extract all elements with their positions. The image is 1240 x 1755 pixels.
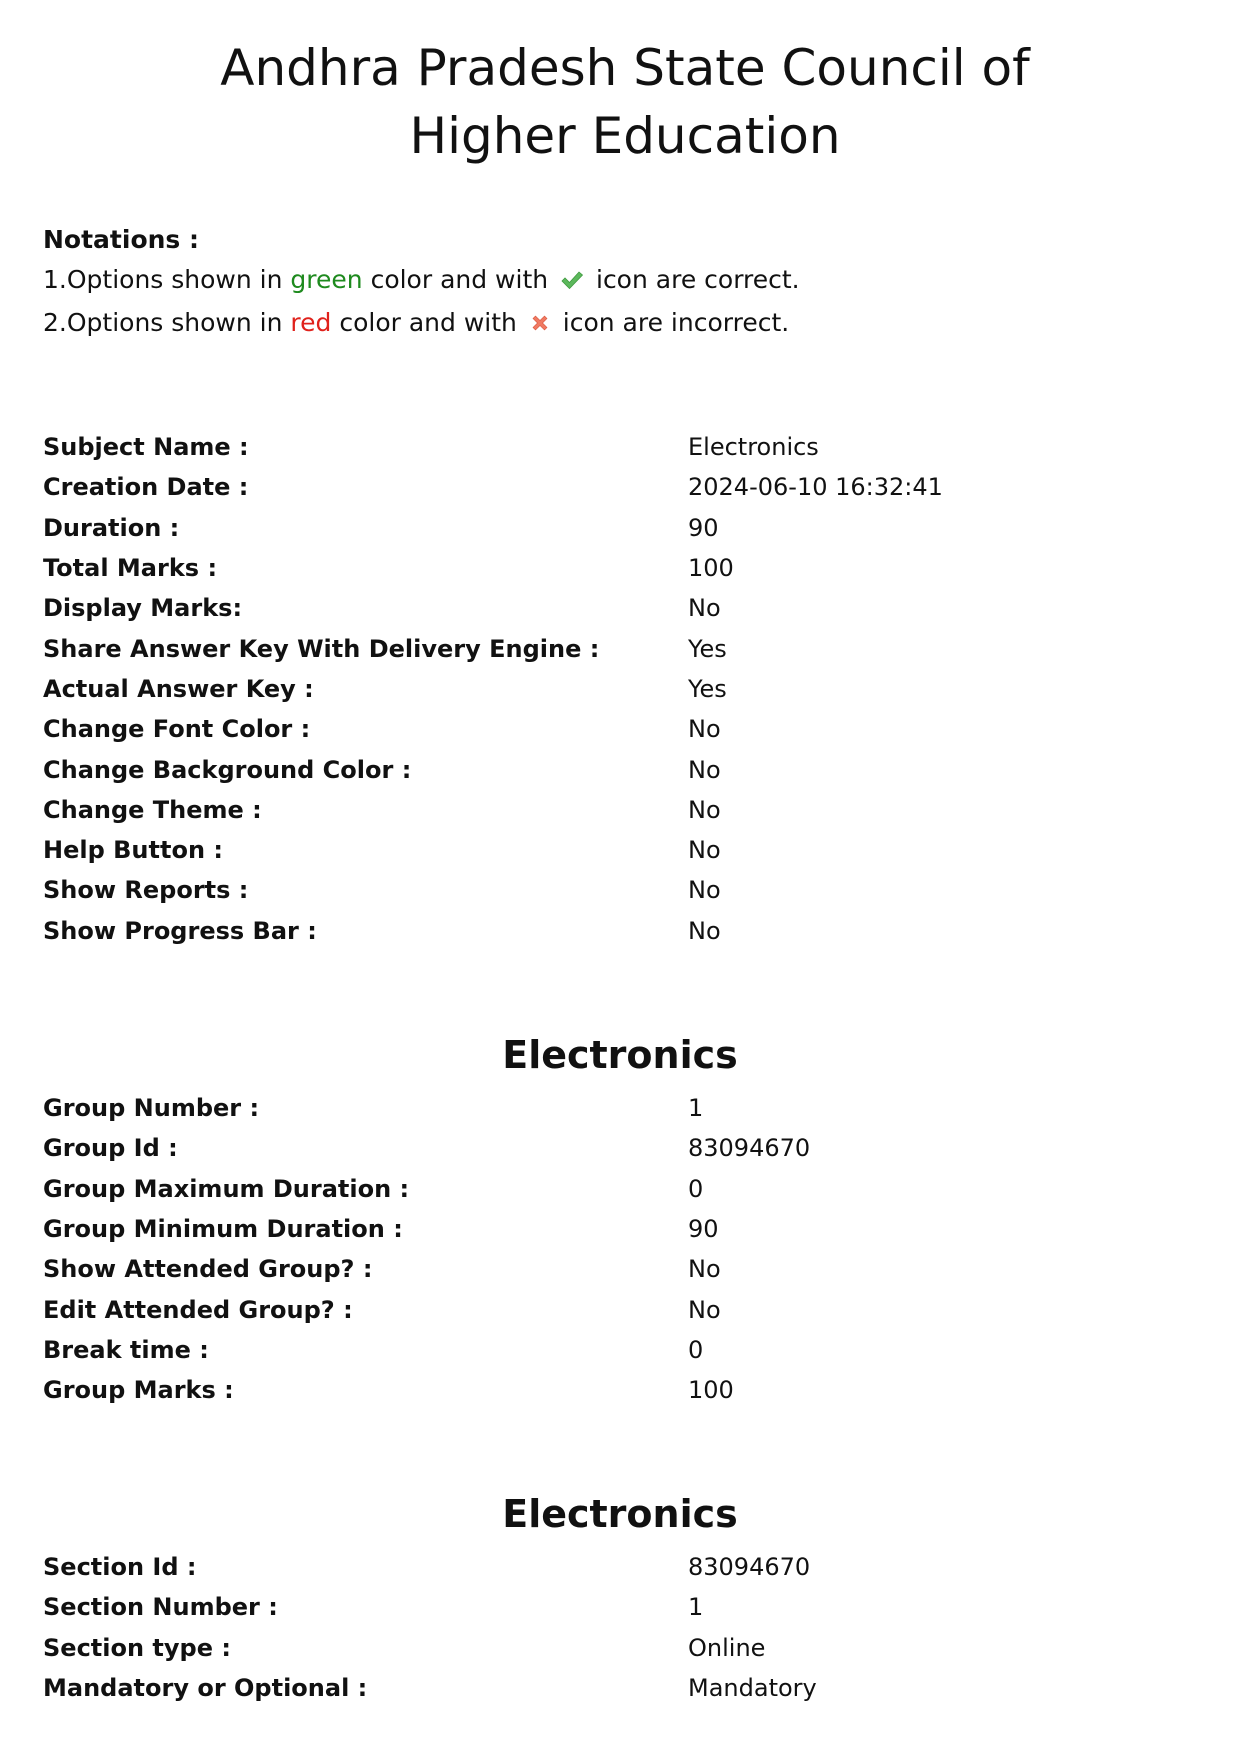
info-row [43, 1169, 1193, 1209]
info-row [43, 709, 1193, 749]
info-value: Yes [688, 634, 727, 663]
info-label: Total Marks : [43, 554, 218, 583]
info-label: Edit Attended Group? : [43, 1295, 353, 1324]
section-info-table [43, 1547, 1193, 1708]
notation-green-word: green [290, 265, 363, 294]
info-value: 0 [688, 1335, 704, 1364]
info-label: Duration : [43, 513, 180, 542]
info-label: Show Progress Bar : [43, 916, 317, 945]
info-label: Subject Name : [43, 433, 249, 462]
notation-text: icon are incorrect. [554, 308, 790, 337]
info-label: Display Marks: [43, 594, 243, 623]
info-row [43, 1628, 1193, 1668]
info-label: Change Font Color : [43, 715, 311, 744]
info-value: 90 [688, 513, 719, 542]
info-value: 1 [688, 1094, 704, 1123]
info-label: Section type : [43, 1633, 231, 1662]
notation-text: icon are correct. [588, 265, 800, 294]
info-row [43, 870, 1193, 910]
info-value: No [688, 876, 721, 905]
info-row [43, 1128, 1193, 1168]
info-value: No [688, 916, 721, 945]
info-value: No [688, 795, 721, 824]
info-row [43, 1587, 1193, 1627]
info-value: No [688, 836, 721, 865]
info-value: 100 [688, 1376, 734, 1405]
info-label: Show Reports : [43, 876, 249, 905]
info-label: Section Number : [43, 1593, 278, 1622]
info-row [43, 830, 1193, 870]
info-value: 83094670 [688, 1134, 811, 1163]
group-heading: Electronics [502, 1033, 738, 1077]
notations-block [43, 220, 800, 346]
info-value: No [688, 715, 721, 744]
info-row [43, 1088, 1193, 1128]
info-label: Change Theme : [43, 795, 262, 824]
info-label: Creation Date : [43, 473, 249, 502]
info-label: Actual Answer Key : [43, 674, 314, 703]
section-heading: Electronics [502, 1492, 738, 1536]
notation-text: color and with [331, 308, 525, 337]
info-value: No [688, 594, 721, 623]
info-value: No [688, 1255, 721, 1284]
info-value: 1 [688, 1593, 704, 1622]
info-label: Show Attended Group? : [43, 1255, 373, 1284]
info-row [43, 548, 1193, 588]
info-label: Break time : [43, 1335, 209, 1364]
info-row [43, 427, 1193, 467]
info-label: Group Marks : [43, 1376, 234, 1405]
notation-text: 2.Options shown in [43, 308, 291, 337]
info-value: No [688, 1295, 721, 1324]
info-value: 100 [688, 554, 734, 583]
info-row [43, 1209, 1193, 1249]
cross-icon [529, 306, 551, 346]
info-row [43, 508, 1193, 548]
info-label: Mandatory or Optional : [43, 1674, 368, 1703]
info-row [43, 1668, 1193, 1708]
info-value: No [688, 755, 721, 784]
info-row [43, 467, 1193, 507]
info-value: 0 [688, 1174, 704, 1203]
info-label: Help Button : [43, 836, 223, 865]
info-value: 2024-06-10 16:32:41 [688, 473, 943, 502]
info-value: 90 [688, 1215, 719, 1244]
info-row [43, 1547, 1193, 1587]
info-label: Section Id : [43, 1553, 197, 1582]
check-icon [560, 263, 584, 303]
info-row [43, 1330, 1193, 1370]
subject-info-table [43, 427, 1193, 951]
info-label: Group Minimum Duration : [43, 1215, 403, 1244]
info-label: Group Number : [43, 1094, 260, 1123]
info-value: Yes [688, 674, 727, 703]
notation-text: 1.Options shown in [43, 265, 291, 294]
info-row [43, 1249, 1193, 1289]
info-row [43, 1289, 1193, 1329]
info-row [43, 1370, 1193, 1410]
info-label: Group Id : [43, 1134, 178, 1163]
notation-text: color and with [362, 265, 557, 294]
info-label: Share Answer Key With Delivery Engine : [43, 634, 600, 663]
info-value: 83094670 [688, 1553, 811, 1582]
notation-correct-line [43, 260, 800, 303]
info-row [43, 790, 1193, 830]
info-label: Group Maximum Duration : [43, 1174, 410, 1203]
info-row [43, 749, 1193, 789]
info-value: Electronics [688, 433, 819, 462]
page-title: Andhra Pradesh State Council of Higher Education [220, 39, 1030, 165]
notations-heading: Notations : [43, 225, 199, 254]
info-label: Change Background Color : [43, 755, 412, 784]
group-info-table [43, 1088, 1193, 1410]
notation-incorrect-line [43, 303, 800, 346]
info-row [43, 669, 1193, 709]
info-row [43, 628, 1193, 668]
notation-red-word: red [290, 308, 332, 337]
info-value: Online [688, 1633, 766, 1662]
info-row [43, 588, 1193, 628]
info-value: Mandatory [688, 1674, 817, 1703]
info-row [43, 911, 1193, 951]
